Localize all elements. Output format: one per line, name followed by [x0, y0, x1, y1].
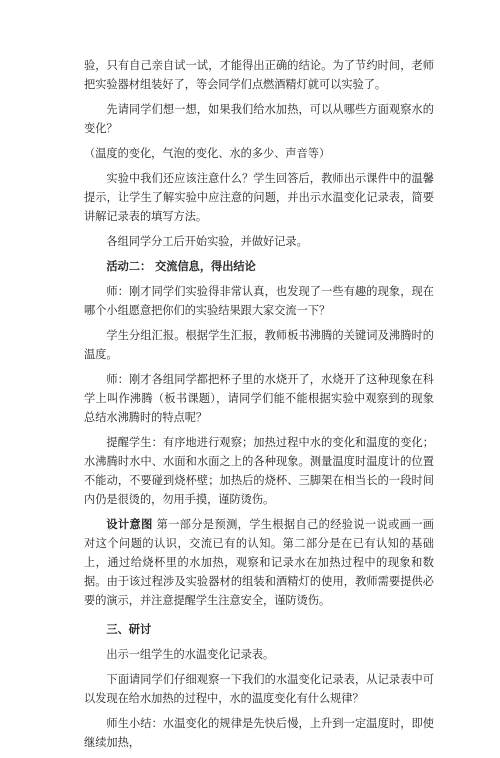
document-page: [84, 56, 434, 758]
paragraph-summary: 师生小结：水温变化的规律是先快后慢，上升到一定温度时，即使继续加热，: [84, 717, 434, 749]
paragraph-show-record: 出示一组学生的水温变化记录表。: [106, 648, 275, 661]
paragraph-teacher-prompt: 师：刚才同学们实验得非常认真，也发现了一些有趣的现象，现在哪个小组愿意把你们的实验结果跟大家交流一下？: [84, 285, 434, 317]
design-label: 设计意图: [106, 517, 153, 531]
activity-heading: [84, 257, 434, 276]
paragraph-observe-record: 下面请同学们仔细观察一下我们的水温变化记录表，从记录表中可以发现在给水加热的过程中，水的温度变化有什么规律？: [84, 673, 434, 705]
paragraph-reminder: 提醒学生：有序地进行观察；加热过程中水的变化和温度的变化；水沸腾时水中、水面和水面之上的各种现象。测量温度时温度计的位置不能动，不要碰到烧杯壁；加热后的烧杯、三脚架在相当长的一段时间内仍是很烫的，勿用手摸，谨防烫伤。: [84, 436, 434, 506]
paragraph-safety: 实验中我们还应该注意什么？学生回答后，教师出示课件中的温馨提示，让学生了解实验中应注意的问题，并出示水温变化记录表，简要讲解记录表的填写方法。: [84, 172, 434, 223]
design-text: 第一部分是预测，学生根据自己的经验说一说或画一画对这个问题的认识，交流已有的认知。第二部分是在已有认知的基础上，通过给烧杯里的水加热，观察和记录水在加热过程中的现象和数据。由于该过程涉及实验器材的组装和酒精灯的使用，教师需要提供必要的演示，并注意提醒学生注意安全，谨防烫伤。: [84, 518, 434, 607]
paragraph-start-experiment: 各组同学分工后开始实验，并做好记录。: [106, 235, 308, 248]
paragraph-answer-hint: （温度的变化，气泡的变化、水的多少、声音等）: [84, 147, 331, 160]
paragraph-intro: 验，只有自己亲自试一试，才能得出正确的结论。为了节约时间，老师把实验器材组装好了，等会同学们点燃酒精灯就可以实验了。: [84, 59, 434, 91]
paragraph-boiling: 师：刚才各组同学都把杯子里的水烧开了，水烧开了这种现象在科学上叫作沸腾（板书课题），请同学们能不能根据实验中观察到的现象总结水沸腾时的特点呢？: [84, 373, 434, 424]
paragraph-group-report: 学生分组汇报。根据学生汇报，教师板书沸腾的关键词及沸腾时的温度。: [84, 329, 434, 361]
paragraph-question: 先请同学们想一想，如果我们给水加热，可以从哪些方面观察水的变化？: [84, 103, 434, 135]
section-heading: 三、研讨: [106, 622, 152, 636]
activity-label: 活动二：: [106, 259, 152, 273]
paragraph-design-intent: [84, 515, 434, 610]
activity-title: 交流信息，得出结论: [155, 259, 256, 273]
